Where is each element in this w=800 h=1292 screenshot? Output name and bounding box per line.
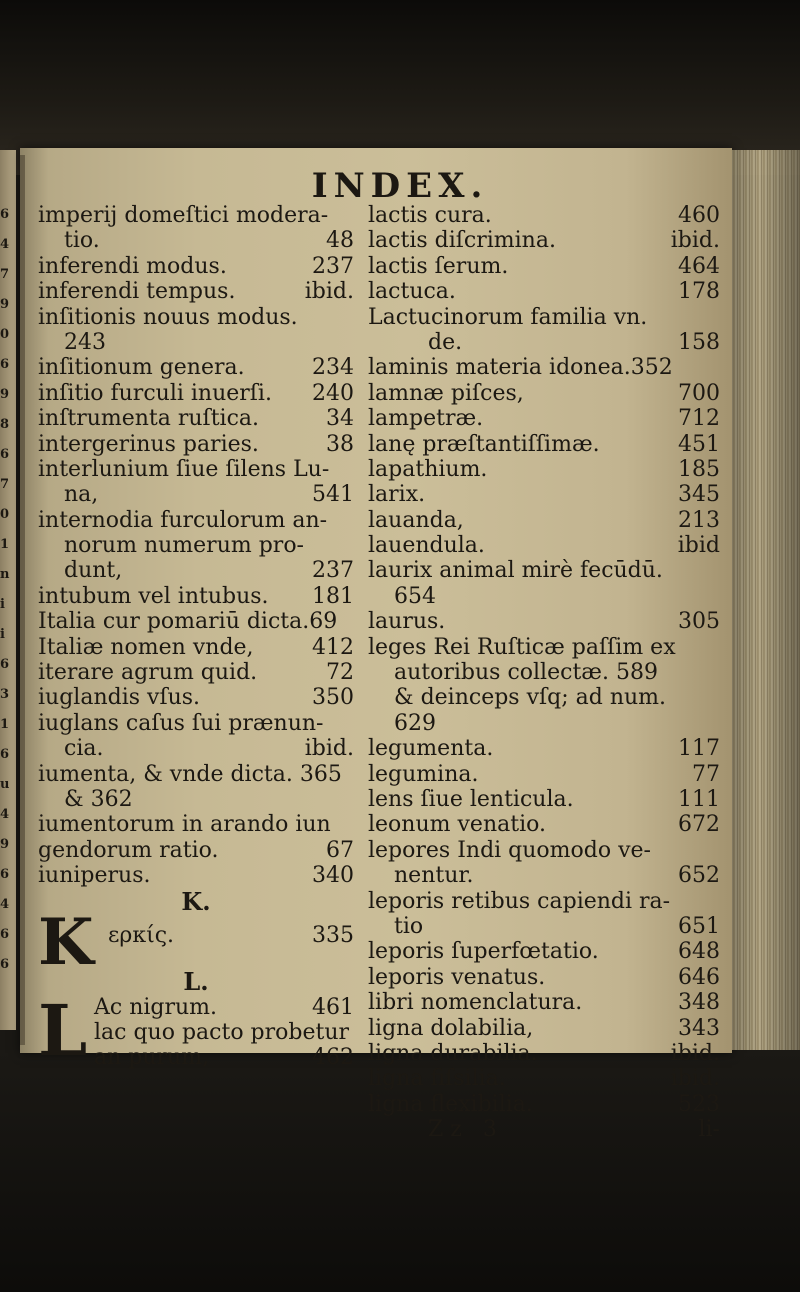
index-entry [38, 330, 354, 355]
index-entry [38, 457, 354, 482]
entry-term: internodia furculorum an- [38, 507, 328, 533]
entry-page-number: 158 [678, 329, 720, 355]
entry-term: lactis diſcrimina. [368, 228, 556, 254]
previous-page-fragment: 9 [0, 837, 10, 852]
entry-page-number: 111 [678, 786, 720, 812]
entry-term: inſtrumenta ruſtica. [38, 406, 260, 432]
page-gutter [20, 155, 25, 1045]
index-entry [38, 838, 354, 863]
entry-page-number: ibid. [670, 228, 720, 254]
index-entry [94, 1020, 354, 1045]
section-letter-l: L. [183, 966, 209, 996]
entry-term: nentur. [394, 863, 474, 889]
entry-term: de. [428, 329, 463, 355]
entry-page-number: 178 [678, 279, 720, 305]
drop-capital-l: L [38, 988, 88, 1072]
entry-term: Lactucinorum familia vn. [368, 304, 648, 330]
entry-page-number: ibid. [304, 736, 354, 762]
entry-page-number: 343 [678, 1015, 720, 1041]
entry-term: leges Rei Ruſticæ paſſim ex [368, 634, 676, 660]
index-entry [368, 1066, 720, 1091]
index-entry [368, 685, 720, 710]
index-entry [38, 381, 354, 406]
index-entry [38, 279, 354, 304]
entry-page-number: 462 [312, 1045, 354, 1071]
entry-term: 629 [394, 710, 436, 736]
entry-term: an purum, [94, 1045, 210, 1071]
entry-term: Italiæ nomen vnde, [38, 634, 254, 660]
entry-term: leporis retibus capiendi ra- [368, 888, 671, 914]
index-entry [368, 558, 720, 583]
previous-page-fragment: 6 [0, 357, 10, 372]
index-entry [368, 508, 720, 533]
index-entry [38, 533, 354, 558]
index-entry [38, 711, 354, 736]
entry-page-number: 237 [312, 253, 354, 279]
entry-page-number: 651 [678, 913, 720, 939]
entry-page-number: 672 [678, 812, 720, 838]
index-entry [368, 762, 720, 787]
index-entry [368, 939, 720, 964]
index-entry [38, 762, 354, 787]
entry-page-number: 48 [326, 228, 354, 254]
entry-term: leporis ſuperfœtatio. [368, 939, 599, 965]
index-column-right [368, 203, 720, 1142]
index-entry [368, 812, 720, 837]
index-entry-l-block [38, 988, 354, 1072]
index-entry [38, 432, 354, 457]
entry-page-number: 213 [678, 507, 720, 533]
index-entry [368, 889, 720, 914]
index-entry [368, 609, 720, 634]
entry-term: ερκίς. [108, 922, 175, 948]
page-footer [368, 1117, 720, 1142]
entry-page-number: 117 [678, 736, 720, 762]
index-entry [94, 1045, 354, 1070]
index-entry [368, 1092, 720, 1117]
index-entry [368, 432, 720, 457]
index-entry [38, 787, 354, 812]
entry-page-number: 451 [678, 431, 720, 457]
previous-page-fragment: 4 [0, 237, 10, 252]
entry-term: lens ſiue lenticula. [368, 786, 574, 812]
entry-page-number: 412 [312, 634, 354, 660]
previous-page-fragment: 6 [0, 657, 10, 672]
index-entry [368, 965, 720, 990]
index-entry [368, 863, 720, 888]
entry-term: cia. [64, 736, 104, 762]
index-entry [368, 584, 720, 609]
entry-page-number: 34 [326, 406, 354, 432]
previous-page-fragment: 7 [0, 267, 10, 282]
previous-page-fragment: 6 [0, 447, 10, 462]
entry-page-number: 350 [312, 685, 354, 711]
index-entry [38, 203, 354, 228]
entry-term: intubum vel intubus. [38, 583, 269, 609]
previous-page-fragment: 6 [0, 747, 10, 762]
previous-page-fragment: 7 [0, 477, 10, 492]
index-entry [38, 736, 354, 761]
entry-term: lauendula. [368, 533, 485, 559]
previous-page-fragment: i [0, 627, 5, 642]
entry-term: iuniperus. [38, 863, 151, 889]
index-entry [38, 254, 354, 279]
index-entry [368, 711, 720, 736]
entry-term: legumenta. [368, 736, 494, 762]
entry-term: ligna dolabilia, [368, 1015, 534, 1041]
section-letter-k: K. [181, 886, 211, 916]
index-entry-k [38, 904, 354, 980]
drop-capital-k: K [38, 904, 94, 980]
entry-term: lanę præſtantiſſimæ. [368, 431, 600, 457]
entry-term: lapathium. [368, 456, 488, 482]
entry-page-number: 38 [326, 431, 354, 457]
entry-page-number: ibid. [670, 1066, 720, 1092]
previous-page-fragment: 6 [0, 957, 10, 972]
index-entry [368, 228, 720, 253]
entry-page-number: 700 [678, 380, 720, 406]
previous-page-fragment: 4 [0, 897, 10, 912]
entry-page-number: 646 [678, 964, 720, 990]
entry-term: laurix animal mirè fecūdū. [368, 558, 663, 584]
index-entry [38, 812, 354, 837]
index-entry [368, 355, 720, 380]
entry-term: tio [394, 913, 424, 939]
index-entry [368, 406, 720, 431]
entry-term: iumenta, & vnde dicta. 365 [38, 761, 342, 787]
index-entry [94, 995, 354, 1020]
entry-term: inſitio furculi inuerſi. [38, 380, 272, 406]
entry-page-number: 67 [326, 837, 354, 863]
entry-term: lac quo pacto probetur [94, 1019, 350, 1045]
index-entry [38, 305, 354, 330]
entry-term: imperij domeſtici modera- [38, 203, 329, 228]
entry-term: leonum venatio. [368, 812, 546, 838]
entry-term: Ac nigrum. [94, 994, 218, 1020]
entry-term: lampetræ. [368, 406, 484, 432]
previous-page-fragment: u [0, 777, 10, 792]
entry-page-number: 340 [312, 863, 354, 889]
entry-term: autoribus collectæ. 589 [394, 660, 658, 686]
index-entry [368, 533, 720, 558]
index-entry [368, 254, 720, 279]
entry-term: inferendi tempus. [38, 279, 236, 305]
entry-page-number: 464 [678, 253, 720, 279]
entry-page-number: 648 [678, 939, 720, 965]
index-entry [368, 1041, 720, 1066]
entry-term: iuglandis vſus. [38, 685, 201, 711]
index-entry [38, 558, 354, 583]
previous-page-fragment: 8 [0, 417, 10, 432]
index-entry [368, 914, 720, 939]
previous-page-fragment: 9 [0, 387, 10, 402]
index-entry [368, 203, 720, 228]
previous-page-fragment: 0 [0, 327, 10, 342]
entry-term: & 362 [64, 786, 133, 812]
entry-term: inſitionum genera. [38, 355, 245, 381]
entry-term: larix. [368, 482, 426, 508]
entry-term: 654 [394, 583, 436, 609]
entry-page-number: ibid. [670, 1040, 720, 1066]
entry-page-number: ibid [677, 533, 720, 559]
entry-term: ligna fiſsilia. [368, 1066, 506, 1092]
entry-term: ligna durabilia. [368, 1040, 538, 1066]
catchword: li- [698, 1117, 720, 1143]
index-entry [38, 685, 354, 710]
entry-page-number: 240 [312, 380, 354, 406]
entry-page-number: 523 [678, 1091, 720, 1117]
entry-page-number: 181 [312, 583, 354, 609]
index-entry [368, 838, 720, 863]
index-entry [38, 228, 354, 253]
entry-term: dunt, [64, 558, 123, 584]
previous-page-fragment: 6 [0, 867, 10, 882]
previous-page-fragment: 6 [0, 927, 10, 942]
entry-term: iterare agrum quid. [38, 660, 258, 686]
entry-page-number: 461 [312, 994, 354, 1020]
signature-mark: Z z 3 [428, 1117, 497, 1143]
index-entry [368, 660, 720, 685]
index-entry [368, 279, 720, 304]
entry-term: lamnæ piſces, [368, 380, 524, 406]
entry-page-number: 237 [312, 558, 354, 584]
entry-term: leporis venatus. [368, 964, 546, 990]
entry-term: na, [64, 482, 99, 508]
index-entry [368, 482, 720, 507]
entry-term: gendorum ratio. [38, 837, 219, 863]
index-entry [368, 457, 720, 482]
entry-term: norum numerum pro- [64, 533, 304, 559]
previous-page-fragment: 6 [0, 207, 10, 222]
previous-page-fragment: 9 [0, 297, 10, 312]
index-entry [368, 736, 720, 761]
previous-page-fragment: 1 [0, 537, 10, 552]
entry-page-number: 541 [312, 482, 354, 508]
entry-term: laurus. [368, 609, 446, 635]
previous-page-fragment: i [0, 597, 5, 612]
entry-term: lauanda, [368, 507, 464, 533]
entry-page-number: 460 [678, 203, 720, 228]
index-column-left [38, 203, 354, 1071]
entry-term: laminis materia idonea.352 [368, 355, 673, 381]
index-entry [38, 609, 354, 634]
page-title: INDEX. [311, 166, 489, 206]
previous-page-fragment: 0 [0, 507, 10, 522]
entry-page-number: 335 [312, 922, 354, 948]
entry-term: & deinceps vſq; ad num. [394, 685, 667, 711]
index-entry [368, 787, 720, 812]
entry-term: iuglans caſus ſui prænun- [38, 710, 324, 736]
index-entry [38, 660, 354, 685]
entry-page-number: 305 [678, 609, 720, 635]
index-entry [38, 482, 354, 507]
previous-page-fragment: n [0, 567, 10, 582]
entry-page-number: 652 [678, 863, 720, 889]
entry-term: lactis cura. [368, 203, 492, 228]
index-entry [368, 990, 720, 1015]
entry-term: iumentorum in arando iun [38, 812, 331, 838]
entry-term: interlunium ſiue ſilens Lu- [38, 456, 330, 482]
index-entry [38, 584, 354, 609]
previous-page-fragments [0, 200, 16, 972]
entry-term: lactuca. [368, 279, 456, 305]
entry-term: inſitionis nouus modus. [38, 304, 298, 330]
entry-term: tio. [64, 228, 100, 254]
index-entry [38, 863, 354, 888]
entry-page-number: 72 [326, 660, 354, 686]
entry-term: Italia cur pomariū dicta.69 [38, 609, 338, 635]
previous-page-fragment: 4 [0, 807, 10, 822]
index-entry [368, 330, 720, 355]
index-entry [368, 635, 720, 660]
index-entry [368, 381, 720, 406]
index-entry [38, 508, 354, 533]
entry-page-number: 348 [678, 990, 720, 1016]
entry-term: ligna flexibilia. [368, 1091, 533, 1117]
index-entry [38, 635, 354, 660]
index-entry [368, 1016, 720, 1041]
entry-term: intergerinus paries. [38, 431, 259, 457]
entry-page-number: 345 [678, 482, 720, 508]
entry-term: lepores Indi quomodo ve- [368, 837, 651, 863]
index-entry [38, 355, 354, 380]
entry-term: libri nomenclatura. [368, 990, 583, 1016]
entry-page-number: 234 [312, 355, 354, 381]
entry-term: lactis ſerum. [368, 253, 509, 279]
entry-term: inferendi modus. [38, 253, 227, 279]
previous-page-fragment: 1 [0, 717, 10, 732]
entry-page-number: ibid. [304, 279, 354, 305]
index-entry [38, 406, 354, 431]
previous-page-fragment: 3 [0, 687, 10, 702]
page-fore-edge [732, 150, 800, 1050]
entry-page-number: 712 [678, 406, 720, 432]
index-entry [368, 305, 720, 330]
entry-page-number: 77 [692, 761, 720, 787]
entry-term: legumina. [368, 761, 479, 787]
entry-page-number: 185 [678, 456, 720, 482]
entry-term: 243 [64, 329, 106, 355]
